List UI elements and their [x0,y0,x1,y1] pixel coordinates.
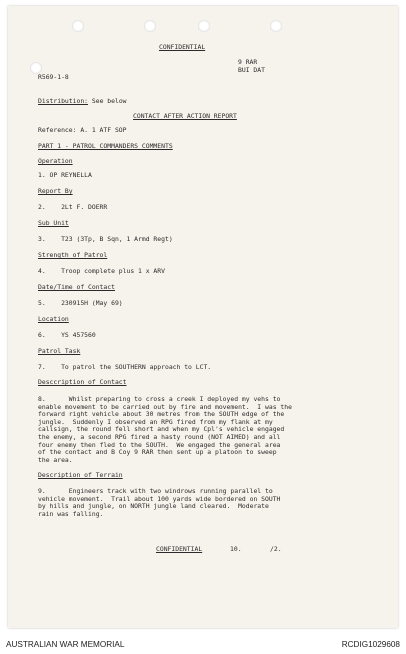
section-heading: Report By [38,187,73,195]
report-title: CONTACT AFTER ACTION REPORT [133,112,237,120]
document-body [8,6,398,628]
file-reference: R569-1-8 [38,73,69,81]
section-text: 3. T23 (3Tp, B Sqn, 1 Armd Regt) [38,235,173,243]
classification-bottom: CONFIDENTIAL [156,545,203,553]
distribution-value: See below [91,97,127,105]
archive-footer [0,636,406,654]
section-heading: Strength of Patrol [38,251,108,259]
classification-top: CONFIDENTIAL [159,43,206,51]
page-number: 10. [230,545,242,553]
section-text: 5. 230915H (May 69) [38,299,123,307]
paragraph-line: enable movement to be carried out by fire and movement. I was the [38,402,292,411]
paragraph-line: jungle. Suddenly I observed an RPG fired from my flank at my [38,417,273,426]
paragraph-line: rain was falling. [38,509,104,518]
institution-name: AUSTRALIAN WAR MEMORIAL [6,640,125,649]
distribution-label: Distribution: [38,97,89,105]
unit-location: BUI DAT [238,66,265,74]
section-heading: Date/Time of Contact [38,283,115,291]
paragraph-line: callsign, the round fell short and when my Cpl's vehicle engaged [38,425,285,434]
section-text: 7. To patrol the SOUTHERN approach to LCT. [38,363,212,371]
section-heading: Patrol Task [38,347,81,355]
paragraph-line: of the contact and B Coy 9 RAR then sent up a platoon to sweep [38,448,277,457]
unit-name: 9 RAR [238,58,258,66]
paragraph-line: by hills and jungle, on NORTH jungle land cleared. Moderate [38,502,269,511]
section-heading: Sub Unit [38,219,69,227]
paragraph-line: 8. Whilst preparing to cross a creek I deployed my vehs to [38,395,281,403]
section-heading: Location [38,315,69,323]
record-id: RCDIG1029608 [341,640,400,649]
section-heading: Description of Terrain [38,471,123,479]
paragraph-line: the enemy, a second RPG fired a hasty round (NOT AIMED) and all [38,433,281,441]
distribution [38,98,127,106]
paragraph-line: four enemy then fled to the SOUTH. We engaged the general area [38,440,281,449]
section-text: 1. OP REYNELLA [38,171,92,179]
section-heading: Operation [38,157,73,165]
paragraph-line: forward right vehicle about 30 metres from the SOUTH edge of the [38,410,285,419]
part-heading: PART 1 - PATROL COMMANDERS COMMENTS [38,142,173,150]
section-text: 4. Troop complete plus 1 x ARV [38,267,165,275]
section-text: 2. 2Lt F. DOERR [38,203,108,211]
reference-line: Reference: A. 1 ATF SOP [38,126,127,134]
section-text: 6. YS 457560 [38,331,96,339]
paragraph-line: vehicle movement. Trail about 100 yards wide bordered on SOUTH [38,494,281,503]
paragraph-line: the area. [38,455,73,464]
paragraph-line: 9. Engineers track with two windrows running parallel to [38,487,273,495]
document-page [8,6,398,628]
continuation-marker: /2. [270,545,282,553]
section-heading: Desccription of Contact [38,378,127,386]
